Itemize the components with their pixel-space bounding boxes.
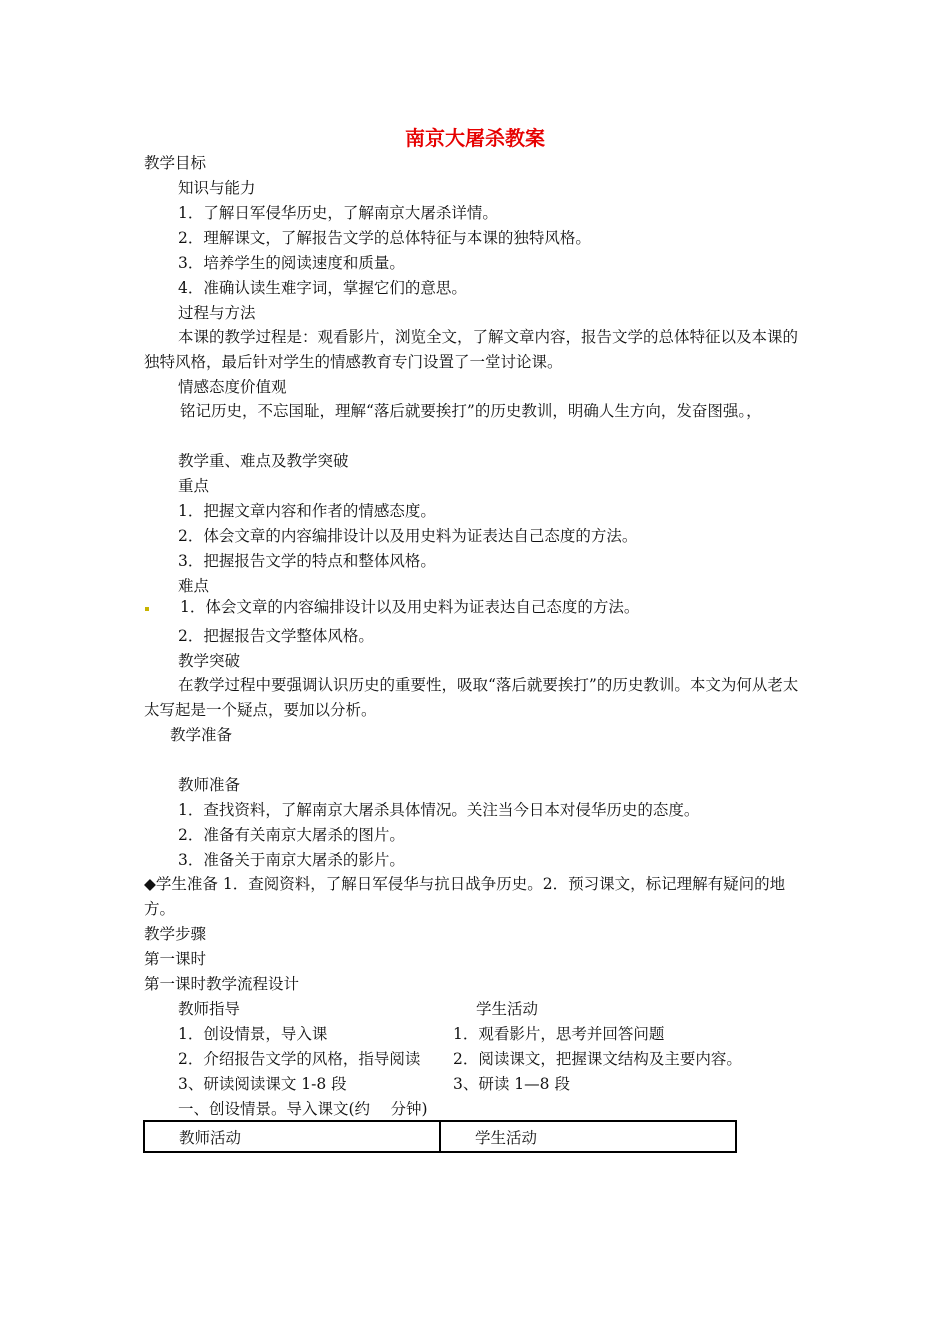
knowledge-item-1: 1．了解日军侵华历史，了解南京大屠杀详情。 bbox=[178, 204, 498, 222]
table-header-student: 学生活动 bbox=[440, 1121, 736, 1152]
breakthrough-text: 在教学过程中要强调认识历史的重要性，吸取“落后就要挨打”的历史教训。本文为何从老太太写起是一个疑点，要加以分析。 bbox=[144, 676, 799, 719]
breakthrough-paragraph bbox=[144, 673, 806, 723]
emotion-paragraph bbox=[144, 399, 806, 424]
keypoints-heading: 教学重、难点及教学突破 bbox=[178, 452, 349, 470]
knowledge-item-2: 2．理解课文，了解报告文学的总体特征与本课的独特风格。 bbox=[178, 229, 591, 247]
emotion-heading: 情感态度价值观 bbox=[178, 378, 287, 396]
key-item-3: 3．把握报告文学的特点和整体风格。 bbox=[178, 552, 436, 570]
section1-heading: 一、创设情景。导入课文(约 分钟) bbox=[178, 1100, 428, 1118]
bullet-marker bbox=[145, 607, 149, 611]
lesson-label: 第一课时 bbox=[144, 950, 207, 968]
knowledge-item-3: 3．培养学生的阅读速度和质量。 bbox=[178, 254, 405, 272]
difficult-heading: 难点 bbox=[178, 577, 210, 595]
key-item-1: 1．把握文章内容和作者的情感态度。 bbox=[178, 502, 436, 520]
difficult-item-1: 1．体会文章的内容编排设计以及用史料为证表达自己态度的方法。 bbox=[180, 598, 640, 616]
flow-student-2: 2．阅读课文，把握课文结构及主要内容。 bbox=[453, 1050, 742, 1068]
emotion-text: 铭记历史，不忘国耻，理解“落后就要挨打”的历史教训，明确人生方向，发奋图强。， bbox=[180, 402, 762, 420]
steps-heading: 教学步骤 bbox=[144, 925, 207, 943]
flow-teacher-1: 1．创设情景，导入课 bbox=[178, 1025, 328, 1043]
process-text: 本课的教学过程是：观看影片，浏览全文，了解文章内容，报告文学的总体特征以及本课的独特风格，最后针对学生的情感教育专门设置了一堂讨论课。 bbox=[144, 328, 799, 371]
teacher-prep-heading: 教师准备 bbox=[178, 776, 241, 794]
process-heading: 过程与方法 bbox=[178, 304, 256, 322]
key-item-2: 2．体会文章的内容编排设计以及用史料为证表达自己态度的方法。 bbox=[178, 527, 638, 545]
knowledge-item-4: 4．准确认读生难字词，掌握它们的意思。 bbox=[178, 279, 467, 297]
flow-teacher-3: 3、研读阅读课文 1-8 段 bbox=[178, 1075, 347, 1093]
difficult-item-2: 2．把握报告文学整体风格。 bbox=[178, 627, 374, 645]
flow-heading: 第一课时教学流程设计 bbox=[144, 975, 300, 993]
teacher-prep-item-3: 3．准备关于南京大屠杀的影片。 bbox=[178, 851, 405, 869]
flow-student-3: 3、研读 1—8 段 bbox=[453, 1075, 570, 1093]
flow-col-teacher: 教师指导 bbox=[178, 1000, 241, 1018]
objectives-heading: 教学目标 bbox=[144, 154, 207, 172]
student-prep-paragraph: ◆学生准备 1．查阅资料，了解日军侵华与抗日战争历史。2．预习课文，标记理解有疑问的地方。 bbox=[144, 875, 786, 918]
breakthrough-heading: 教学突破 bbox=[178, 652, 241, 670]
teacher-prep-item-2: 2．准备有关南京大屠杀的图片。 bbox=[178, 826, 405, 844]
flow-teacher-2: 2．介绍报告文学的风格，指导阅读 bbox=[178, 1050, 421, 1068]
preparation-heading: 教学准备 bbox=[170, 726, 233, 744]
table-header-teacher: 教师活动 bbox=[144, 1121, 440, 1152]
flow-student-1: 1．观看影片，思考并回答问题 bbox=[453, 1025, 665, 1043]
process-paragraph bbox=[144, 325, 806, 375]
knowledge-heading: 知识与能力 bbox=[178, 179, 256, 197]
activity-table bbox=[143, 1120, 737, 1153]
flow-col-student: 学生活动 bbox=[476, 1000, 539, 1018]
teacher-prep-item-1: 1．查找资料，了解南京大屠杀具体情况。关注当今日本对侵华历史的态度。 bbox=[178, 801, 700, 819]
document-title: 南京大屠杀教案 bbox=[405, 126, 545, 150]
table-row bbox=[144, 1121, 736, 1152]
key-heading: 重点 bbox=[178, 477, 210, 495]
